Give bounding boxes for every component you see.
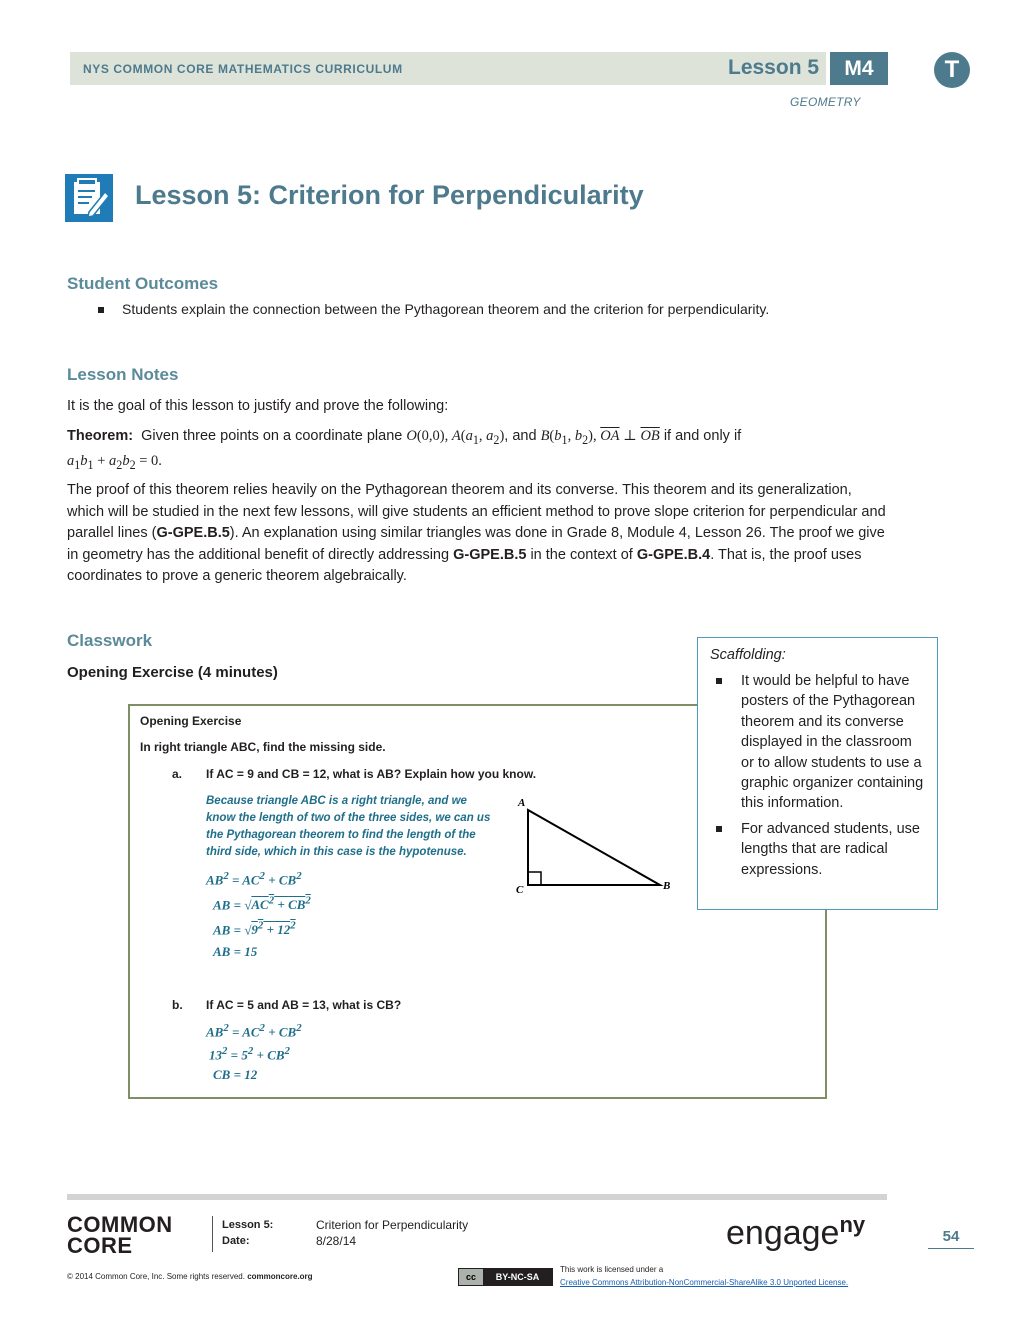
subject-label: GEOMETRY: [790, 95, 861, 109]
exercise-title: Opening Exercise: [140, 714, 242, 728]
page-number: 54: [942, 1228, 960, 1245]
common-core-logo: COMMON CORE: [67, 1212, 173, 1258]
scaffolding-item: It would be helpful to have posters of the Pythagorean theorem and its converse displayed in the classroom or to allow students to use a graphic organizer containing this information.: [716, 671, 928, 814]
page-number-rule: [928, 1248, 974, 1249]
eq-a-4: AB = 15: [213, 944, 258, 959]
footer-lesson-label: Lesson 5:: [222, 1219, 274, 1231]
lesson-label: Lesson 5: [728, 56, 820, 79]
module-badge: M4: [830, 52, 888, 85]
notes-intro: It is the goal of this lesson to justify and prove the following:: [67, 398, 449, 414]
right-angle-marker: [528, 872, 541, 885]
cc-icon: cc: [459, 1269, 483, 1285]
part-a-answer: Because triangle ABC is a right triangle, and we know the length of two of the three sides, we can us the Pythagorean theorem to find the length of the third side, which in this case is the hypotenuse.: [206, 795, 491, 858]
vertex-c-label: C: [516, 884, 524, 896]
classwork-heading: Classwork: [67, 631, 153, 650]
footer-divider: [212, 1216, 213, 1252]
bullet-icon: [98, 307, 104, 313]
theorem: Theorem: Given three points on a coordinate plane O(0,0), $A(a_1$, $a_2$), and $B(b_1$, $b_2$), $\overline{OA}$ ⊥ $\overline{OB}$ if and only if $a_1b_1 + a_2b_2 = 0$.: [67, 428, 742, 473]
scaffolding-heading: Scaffolding:: [710, 647, 786, 663]
exercise-prompt: In right triangle ABC, find the missing side.: [140, 740, 386, 754]
right-triangle-diagram: [510, 792, 680, 897]
theorem-equation: $a_1b_1 + a_2b_2 = 0$.: [67, 453, 162, 473]
eq-b-1: $AB^2 = AC^2 + CB^2$: [206, 1022, 302, 1040]
vertex-b-label: B: [663, 880, 671, 892]
footer-date-value: 8/28/14: [316, 1234, 357, 1248]
part-a-label: a.: [172, 767, 183, 781]
footer-date-label: Date:: [222, 1235, 250, 1247]
cc-license-badge[interactable]: cc BY-NC-SA: [458, 1268, 553, 1286]
notes-heading: Lesson Notes: [67, 365, 179, 384]
outcomes-heading: Student Outcomes: [67, 274, 219, 293]
opening-exercise-heading: Opening Exercise (4 minutes): [67, 664, 278, 681]
part-b-question: If AC = 5 and AB = 13, what is CB?: [206, 998, 402, 1012]
eq-a-1: $AB^2 = AC^2 + CB^2$: [206, 870, 302, 888]
theorem-points: O(0,0), $A(a_1$, $a_2$): [406, 428, 505, 447]
footer-rule: [67, 1194, 887, 1200]
bullet-icon: [716, 678, 722, 684]
scaffolding-list: [716, 671, 928, 880]
license-link[interactable]: Creative Commons Attribution-NonCommercial-ShareAlike 3.0 Unported License.: [560, 1278, 849, 1287]
notes-paragraph: The proof of this theorem relies heavily on the Pythagorean theorem and its converse. This theorem and its generalization, which will be studied in the next few lessons, will give students an efficient method to prove slope criterion for perpendicular and parallel lines (G-GPE.B.5). An explanation using similar triangles was done in Grade 8, Module 4, Lesson 26. The proof we give in geometry has the additional benefit of directly addressing G-GPE.B.5 in the context of G-GPE.B.4. That is, the proof uses coordinates to prove a generic theorem algebraically.: [67, 482, 886, 584]
teacher-badge: T: [934, 52, 970, 88]
eq-a-3: AB = $√9^2 + 12^2$: [213, 920, 296, 938]
bullet-icon: [716, 826, 722, 832]
copyright: © 2014 Common Core, Inc. Some rights reserved. commoncore.org: [67, 1272, 313, 1281]
eq-b-2: $13^2 = 5^2 + CB^2$: [209, 1045, 290, 1063]
part-b-label: b.: [172, 998, 183, 1012]
curriculum-title: NYS COMMON CORE MATHEMATICS CURRICULUM: [83, 62, 403, 76]
license-text: This work is licensed under a: [560, 1265, 664, 1274]
part-a-question: If AC = 9 and CB = 12, what is AB? Explain how you know.: [206, 767, 537, 781]
lesson-notepad-icon: [65, 174, 113, 222]
outcome-item: Students explain the connection between the Pythagorean theorem and the criterion for perpendicularity.: [98, 299, 769, 321]
vertex-a-label: A: [518, 797, 526, 809]
engageny-logo: engage$^{ny}$: [726, 1211, 866, 1252]
scaffolding-item: For advanced students, use lengths that are radical expressions.: [716, 819, 928, 880]
triangle-shape: [528, 810, 660, 885]
eq-b-3: CB = 12: [213, 1067, 258, 1082]
footer-lesson-value: Criterion for Perpendicularity: [316, 1218, 469, 1232]
eq-a-2: AB = $√AC^2 + CB^2$: [213, 895, 311, 913]
page-title: Lesson 5: Criterion for Perpendicularity: [135, 180, 644, 210]
